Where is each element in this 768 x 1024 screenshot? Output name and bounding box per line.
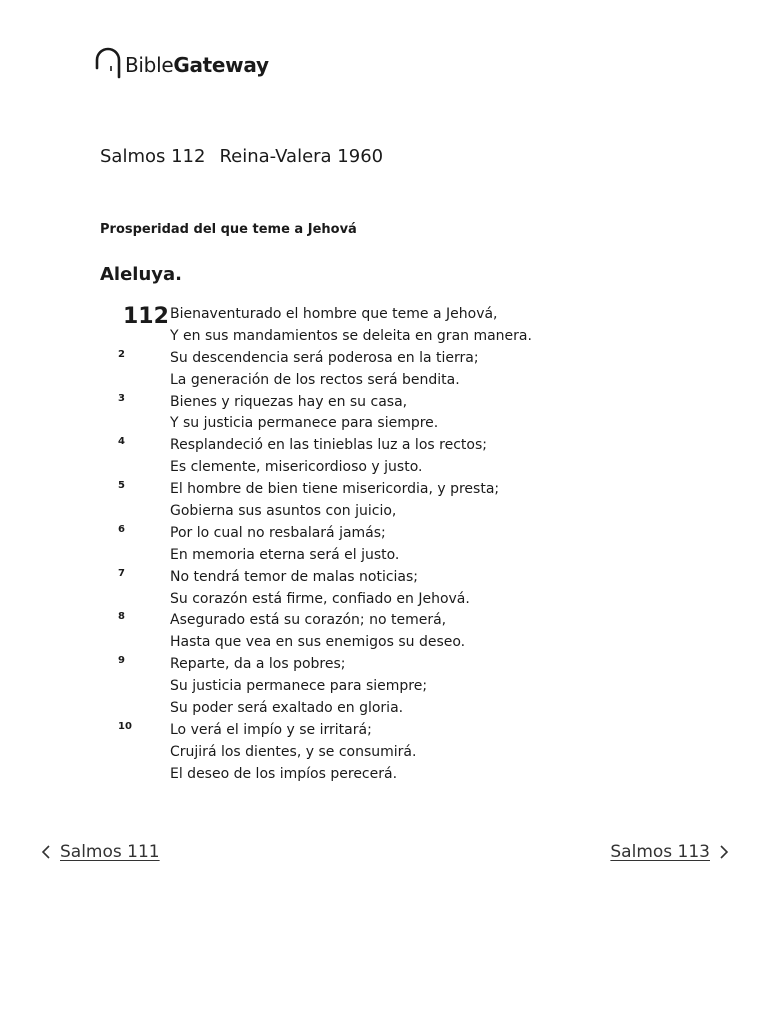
verse-line (0, 742, 768, 764)
verse-line (0, 632, 768, 654)
verse-line (0, 501, 768, 523)
verse-text: La generación de los rectos será bendita. (170, 371, 460, 388)
verse-number: 7 (118, 567, 125, 579)
verse-line (0, 567, 768, 589)
next-chapter-link[interactable] (610, 840, 730, 864)
verse-text: Y su justicia permanece para siempre. (170, 415, 439, 432)
previous-chapter-link[interactable] (40, 840, 160, 864)
verse-text: Bienes y riquezas hay en su casa, (170, 393, 408, 410)
verse-text: Reparte, da a los pobres; (170, 656, 346, 673)
verse-text: Lo verá el impío y se irritará; (170, 721, 372, 738)
verse-line (0, 698, 768, 720)
passage-reference: Salmos 112 (100, 146, 206, 167)
verse-line (0, 348, 768, 370)
psalm-title: Aleluya. (100, 264, 183, 285)
verse-text: El hombre de bien tiene misericordia, y presta; (170, 481, 500, 498)
verse-text: Su descendencia será poderosa en la tierra; (170, 349, 479, 366)
verse-line (0, 304, 768, 329)
verse-line (0, 435, 768, 457)
biblegateway-logo-icon (94, 46, 122, 80)
verse-number: 6 (118, 523, 125, 535)
logo-brand-light: Bible (125, 53, 174, 77)
verse-text: Bienaventurado el hombre que teme a Jehová, (170, 306, 498, 322)
verse-line (0, 392, 768, 414)
section-heading: Prosperidad del que teme a Jehová (100, 222, 357, 237)
passage-header (100, 146, 383, 167)
previous-chapter-label[interactable]: Salmos 111 (60, 842, 160, 862)
chevron-left-icon (40, 844, 52, 860)
verse-line (0, 720, 768, 742)
bible-version: Reina-Valera 1960 (219, 146, 384, 167)
verse-line (0, 479, 768, 501)
verse-number: 8 (118, 611, 125, 623)
verse-text: Su poder será exaltado en gloria. (170, 700, 404, 717)
verse-number: 4 (118, 436, 125, 448)
verse-text: Es clemente, misericordioso y justo. (170, 459, 423, 476)
verse-line (0, 676, 768, 698)
verse-number: 5 (118, 480, 125, 492)
verse-text: Hasta que vea en sus enemigos su deseo. (170, 634, 466, 651)
verse-number: 10 (118, 720, 132, 732)
verse-list (0, 304, 768, 786)
chevron-right-icon (718, 844, 730, 860)
verse-line (0, 326, 768, 348)
next-chapter-label[interactable]: Salmos 113 (610, 842, 710, 862)
verse-line (0, 457, 768, 479)
verse-text: No tendrá temor de malas noticias; (170, 568, 419, 585)
verse-line (0, 589, 768, 611)
verse-line (0, 370, 768, 392)
verse-text: Crujirá los dientes, y se consumirá. (170, 743, 417, 760)
verse-line (0, 610, 768, 632)
verse-text: El deseo de los impíos perecerá. (170, 765, 398, 782)
verse-text: Su justicia permanece para siempre; (170, 678, 428, 695)
verse-line (0, 764, 768, 786)
verse-text: Por lo cual no resbalará jamás; (170, 524, 386, 541)
verse-line (0, 545, 768, 567)
verse-text: Resplandeció en las tinieblas luz a los rectos; (170, 437, 487, 454)
logo-brand-bold: Gateway (173, 53, 269, 77)
verse-number: 9 (118, 655, 125, 667)
biblegateway-logo[interactable] (94, 46, 269, 80)
verse-text: Asegurado está su corazón; no temerá, (170, 612, 447, 629)
verse-number: 2 (118, 348, 125, 360)
verse-text: Su corazón está firme, confiado en Jehová. (170, 590, 470, 607)
logo-wordmark (125, 53, 269, 77)
verse-line (0, 654, 768, 676)
chapter-number: 112 (123, 304, 169, 329)
verse-line (0, 523, 768, 545)
verse-text: Gobierna sus asuntos con juicio, (170, 503, 397, 520)
verse-text: En memoria eterna será el justo. (170, 546, 400, 563)
verse-number: 3 (118, 392, 125, 404)
verse-text: Y en sus mandamientos se deleita en gran manera. (170, 327, 532, 344)
verse-line (0, 413, 768, 435)
